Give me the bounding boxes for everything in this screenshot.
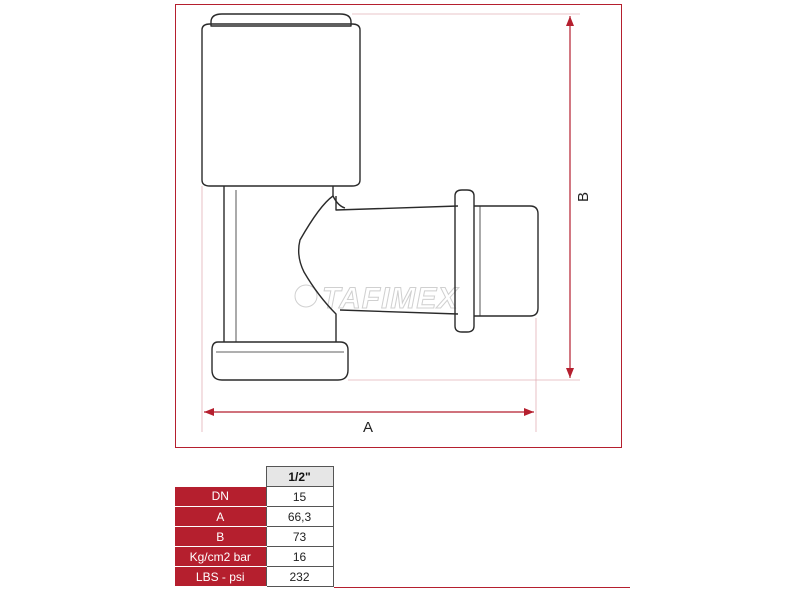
table-row bbox=[175, 567, 333, 587]
spec-label-pressure-bar: Kg/cm2 bar bbox=[175, 547, 266, 567]
table-row bbox=[175, 527, 333, 547]
spec-value-pressure-psi: 232 bbox=[266, 567, 333, 587]
spec-value-pressure-bar: 16 bbox=[266, 547, 333, 567]
spec-value-b: 73 bbox=[266, 527, 333, 547]
valve-outline bbox=[202, 14, 538, 380]
extension-lines bbox=[202, 14, 580, 432]
spec-label-b: B bbox=[175, 527, 266, 547]
table-row bbox=[175, 547, 333, 567]
watermark-text: TAFIMEX bbox=[322, 282, 459, 315]
watermark-logo bbox=[295, 282, 459, 315]
spec-table bbox=[175, 466, 334, 587]
spec-value-dn: 15 bbox=[266, 487, 333, 507]
spec-table-size-header: 1/2" bbox=[266, 467, 333, 487]
dimension-b-label: B bbox=[575, 191, 592, 203]
dimension-a-label: A bbox=[362, 419, 374, 436]
spec-value-a: 66,3 bbox=[266, 507, 333, 527]
spec-label-a: A bbox=[175, 507, 266, 527]
spec-label-pressure-psi: LBS - psi bbox=[175, 567, 266, 587]
side-thread bbox=[474, 206, 538, 316]
table-row bbox=[175, 507, 333, 527]
side-port-curve bbox=[333, 196, 345, 208]
cap-body bbox=[202, 24, 360, 186]
table-row bbox=[175, 487, 333, 507]
bottom-divider bbox=[334, 587, 630, 588]
dimension-a bbox=[204, 412, 534, 436]
spec-label-dn: DN bbox=[175, 487, 266, 507]
bottom-nut bbox=[212, 342, 348, 380]
spec-table-header-row bbox=[175, 467, 333, 487]
body-stem bbox=[224, 186, 336, 342]
dimension-b bbox=[570, 16, 592, 378]
spec-table-corner bbox=[175, 467, 266, 487]
